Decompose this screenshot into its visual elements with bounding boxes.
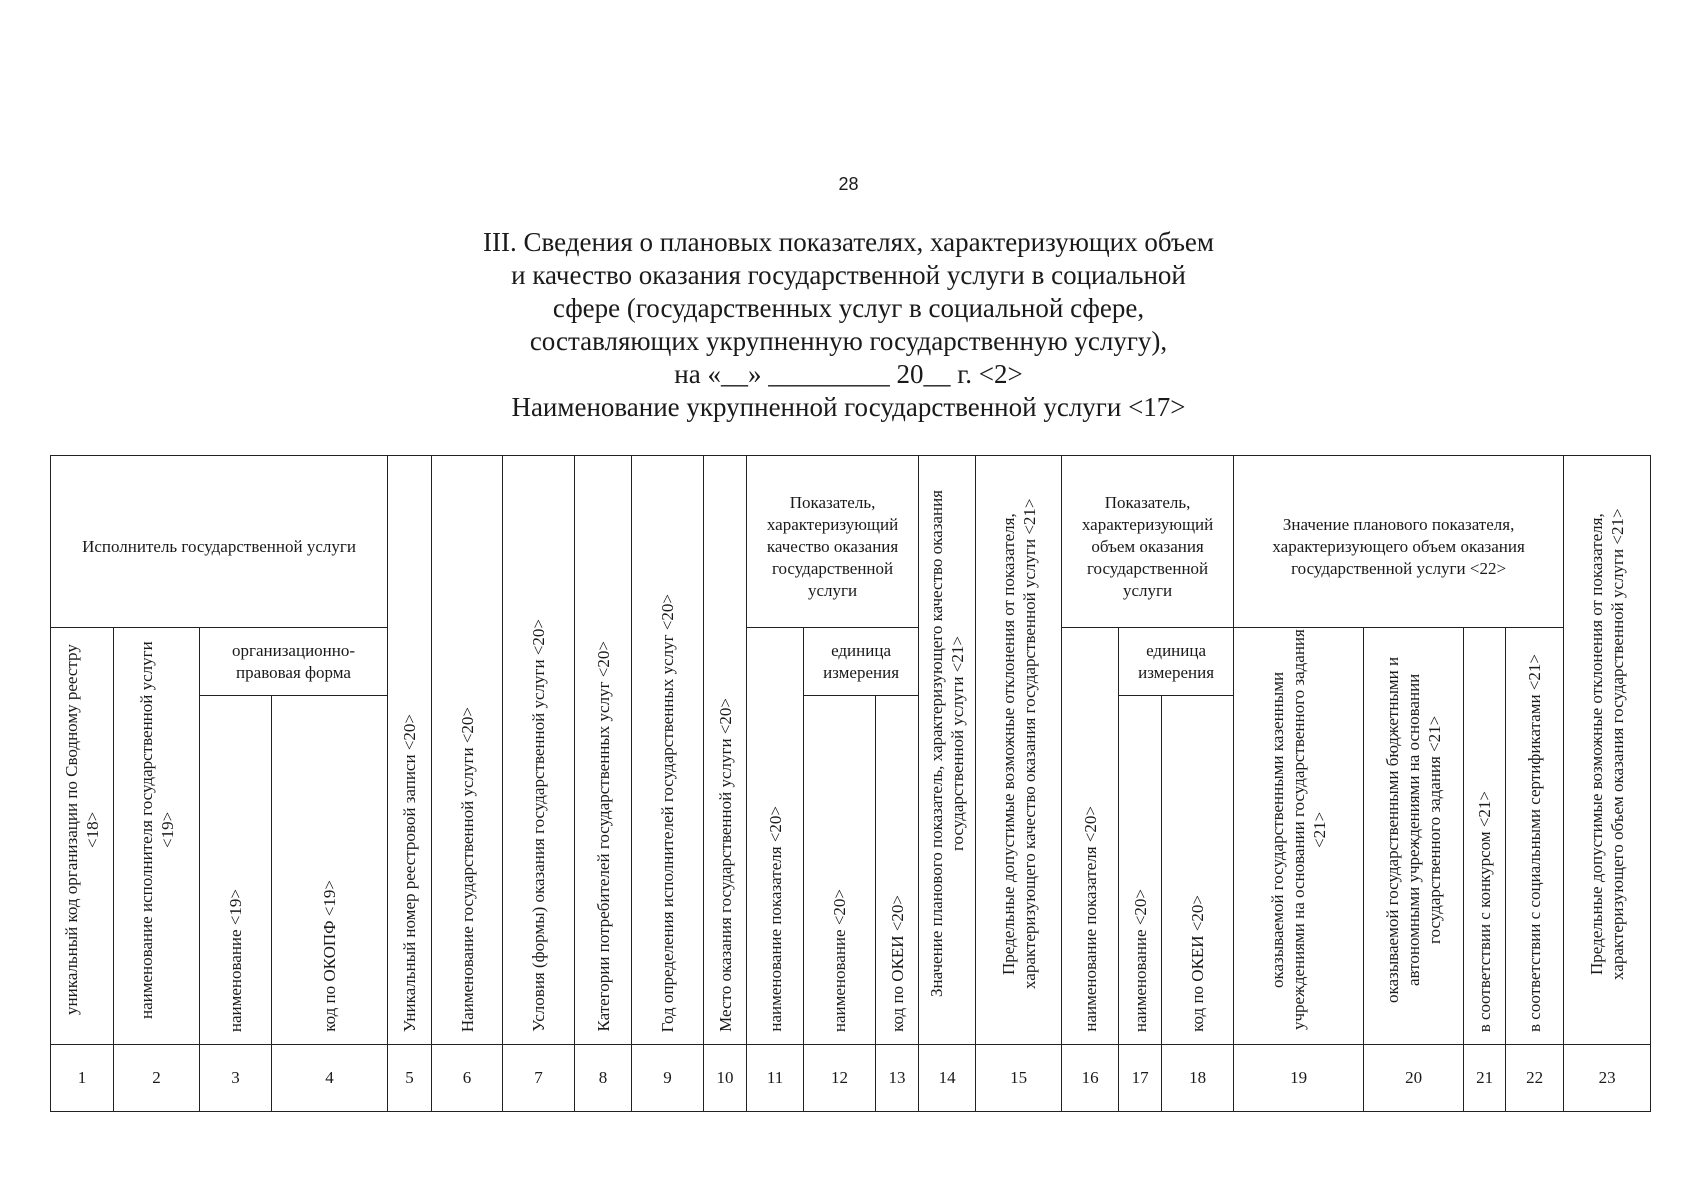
consumer-categories-header: Категории потребителей государственных услуг <20>: [575, 456, 632, 1045]
column-number: 10: [704, 1045, 747, 1112]
volume-unit-name-header: наименование <20>: [1119, 696, 1162, 1045]
executor-year-header: Год определения исполнителей государственных услуг <20>: [632, 456, 704, 1045]
title-line: и качество оказания государственной услуги в социальной: [511, 260, 1186, 290]
title-line: на «__» _________ 20__ г. <2>: [674, 359, 1023, 389]
column-number: 21: [1464, 1045, 1506, 1112]
volume-unit-group-header: единица измерения: [1119, 628, 1234, 696]
org-code-header: уникальный код организации по Сводному реестру <18>: [51, 628, 114, 1045]
column-number: 1: [51, 1045, 114, 1112]
quality-planned-value-header: Значение планового показатель, характеризующего качество оказания государственной услуги <21>: [919, 456, 976, 1045]
page-title: [0, 226, 1697, 424]
column-number: 12: [804, 1045, 876, 1112]
planned-indicators-table: [50, 455, 1651, 1112]
executor-name-header: наименование исполнителя государственной услуги <19>: [114, 628, 200, 1045]
vp-budget-autonomous-header: оказываемой государственными бюджетными и автономными учреждениями на основании государственного задания <21>: [1364, 628, 1464, 1045]
column-number: 18: [1162, 1045, 1234, 1112]
vp-certificates-header: в соответствии с социальными сертификатами <21>: [1506, 628, 1564, 1045]
column-number: 20: [1364, 1045, 1464, 1112]
quality-unit-group-header: единица измерения: [804, 628, 919, 696]
quality-indicator-name-header: наименование показателя <20>: [747, 628, 804, 1045]
quality-deviation-header: Предельные допустимые возможные отклонения от показателя, характеризующего качество оказания государственной услуги <21>: [976, 456, 1062, 1045]
title-line: Наименование укрупненной государственной услуги <17>: [511, 392, 1186, 422]
olf-okopf-header: код по ОКОПФ <19>: [272, 696, 388, 1045]
column-number-row: [51, 1045, 1651, 1112]
column-number: 13: [876, 1045, 919, 1112]
column-number: 7: [503, 1045, 575, 1112]
quality-indicator-group-header: Показатель, характеризующий качество оказания государственной услуги: [747, 456, 919, 628]
volume-deviation-header: Предельные допустимые возможные отклонения от показателя, характеризующего объем оказания государственной услуги <21>: [1564, 456, 1651, 1045]
service-name-header: Наименование государственной услуги <20>: [432, 456, 503, 1045]
column-number: 16: [1062, 1045, 1119, 1112]
service-place-header: Место оказания государственной услуги <20>: [704, 456, 747, 1045]
service-conditions-header: Условия (формы) оказания государственной услуги <20>: [503, 456, 575, 1045]
column-number: 3: [200, 1045, 272, 1112]
column-number: 5: [388, 1045, 432, 1112]
executor-group-header: Исполнитель государственной услуги: [51, 456, 388, 628]
volume-indicator-group-header: Показатель, характеризующий объем оказания государственной услуги: [1062, 456, 1234, 628]
title-line: III. Сведения о плановых показателях, характеризующих объем: [483, 227, 1214, 257]
olf-name-header: наименование <19>: [200, 696, 272, 1045]
column-number: 17: [1119, 1045, 1162, 1112]
column-number: 4: [272, 1045, 388, 1112]
registry-number-header: Уникальный номер реестровой записи <20>: [388, 456, 432, 1045]
quality-unit-name-header: наименование <20>: [804, 696, 876, 1045]
column-number: 11: [747, 1045, 804, 1112]
column-number: 14: [919, 1045, 976, 1112]
quality-unit-okei-header: код по ОКЕИ <20>: [876, 696, 919, 1045]
title-line: сфере (государственных услуг в социальной сфере,: [552, 293, 1145, 323]
column-number: 15: [976, 1045, 1062, 1112]
column-number: 6: [432, 1045, 503, 1112]
column-number: 19: [1234, 1045, 1364, 1112]
column-number: 23: [1564, 1045, 1651, 1112]
volume-unit-okei-header: код по ОКЕИ <20>: [1162, 696, 1234, 1045]
volume-indicator-name-header: наименование показателя <20>: [1062, 628, 1119, 1045]
column-number: 2: [114, 1045, 200, 1112]
page-number: 28: [838, 174, 859, 194]
vp-contest-header: в соответствии с конкурсом <21>: [1464, 628, 1506, 1045]
org-legal-form-header: организационно-правовая форма: [200, 628, 388, 696]
column-number: 9: [632, 1045, 704, 1112]
volume-plan-group-header: Значение планового показателя, характеризующего объем оказания государственной услуги <22>: [1234, 456, 1564, 628]
column-number: 22: [1506, 1045, 1564, 1112]
column-number: 8: [575, 1045, 632, 1112]
vp-state-institutions-header: оказываемой государственными казенными учреждениями на основании государственного задания <21>: [1234, 628, 1364, 1045]
title-line: составляющих укрупненную государственную услугу),: [529, 326, 1168, 356]
